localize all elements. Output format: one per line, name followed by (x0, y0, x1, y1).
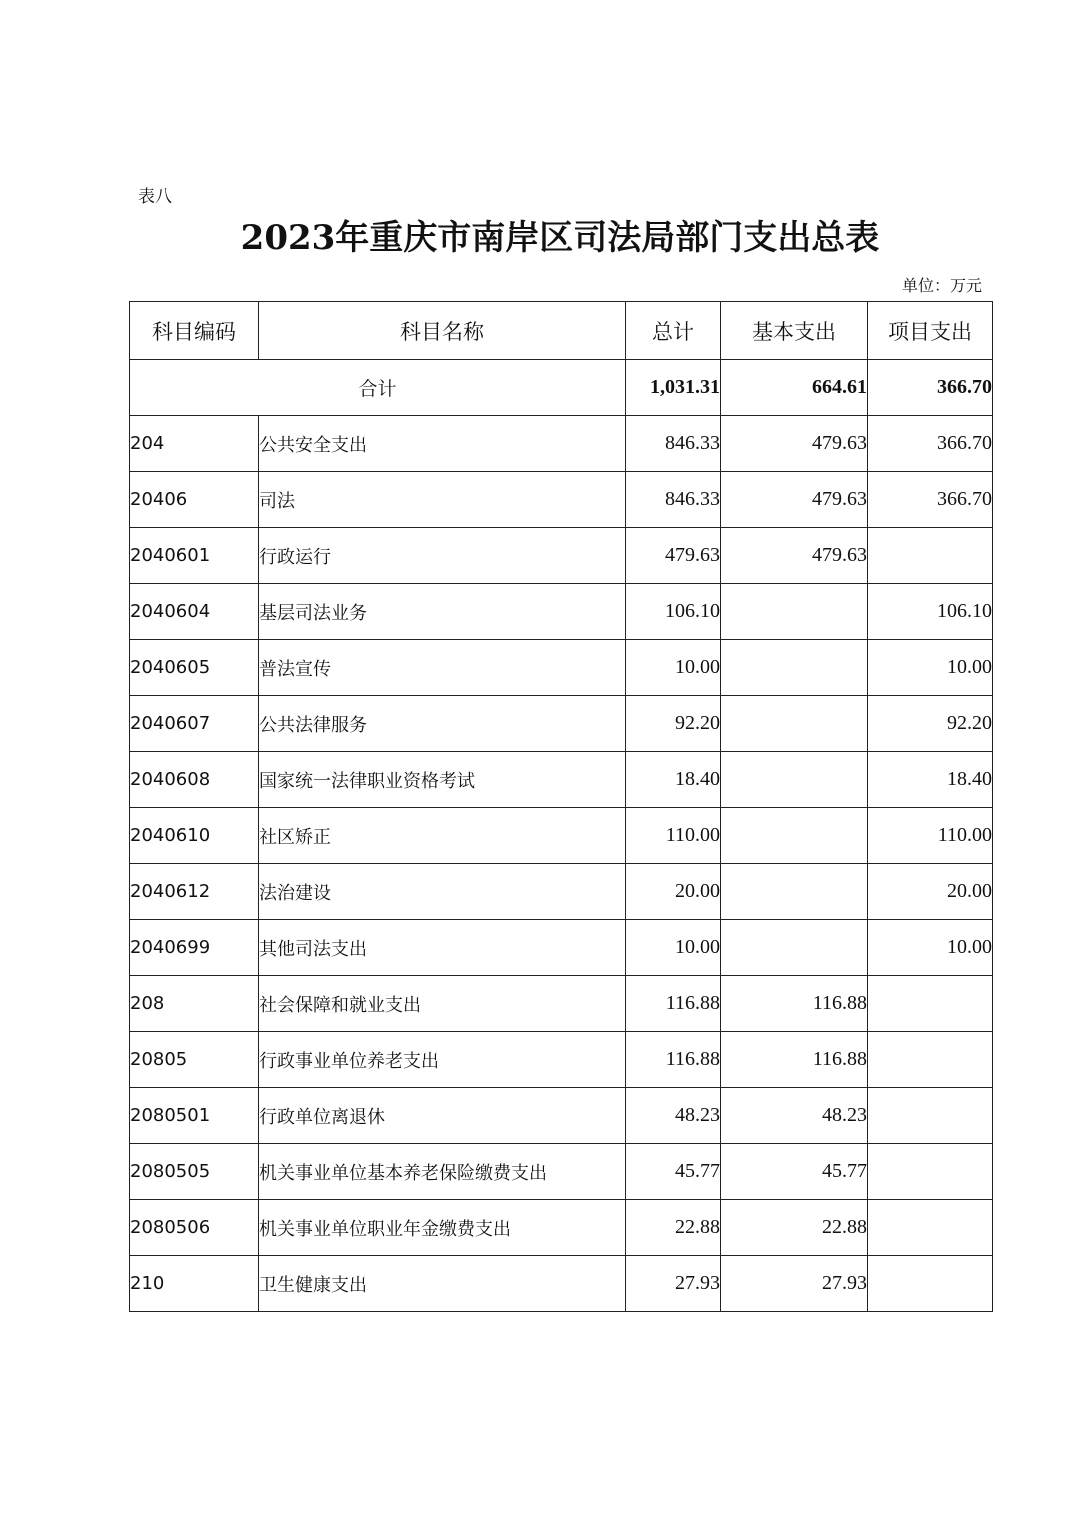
row-code: 2040608 (130, 752, 259, 808)
row-basic: 479.63 (721, 528, 868, 584)
table-row (130, 1088, 993, 1144)
row-total: 846.33 (626, 416, 721, 472)
row-total: 48.23 (626, 1088, 721, 1144)
table-row (130, 584, 993, 640)
row-basic (721, 808, 868, 864)
header-total: 总计 (626, 302, 721, 360)
row-total: 116.88 (626, 1032, 721, 1088)
row-name: 社区矫正 (259, 808, 626, 864)
row-name: 普法宣传 (259, 640, 626, 696)
row-project: 10.00 (868, 640, 993, 696)
row-code: 2040610 (130, 808, 259, 864)
row-basic: 22.88 (721, 1200, 868, 1256)
total-sum: 1,031.31 (626, 360, 721, 416)
total-basic: 664.61 (721, 360, 868, 416)
table-row (130, 920, 993, 976)
row-project: 366.70 (868, 472, 993, 528)
row-total: 106.10 (626, 584, 721, 640)
row-code: 2040604 (130, 584, 259, 640)
row-name: 法治建设 (259, 864, 626, 920)
row-basic: 479.63 (721, 416, 868, 472)
table-row (130, 976, 993, 1032)
row-basic (721, 752, 868, 808)
row-project: 366.70 (868, 416, 993, 472)
row-total: 18.40 (626, 752, 721, 808)
table-row (130, 472, 993, 528)
row-total: 116.88 (626, 976, 721, 1032)
row-basic: 479.63 (721, 472, 868, 528)
row-project: 110.00 (868, 808, 993, 864)
total-label: 合计 (130, 360, 626, 416)
row-basic (721, 640, 868, 696)
table-row (130, 808, 993, 864)
table-label: 表八 (138, 187, 172, 207)
row-code: 2080501 (130, 1088, 259, 1144)
table-row (130, 528, 993, 584)
row-project (868, 976, 993, 1032)
total-row (130, 360, 993, 416)
row-code: 2040612 (130, 864, 259, 920)
row-total: 10.00 (626, 640, 721, 696)
row-basic (721, 696, 868, 752)
row-name: 行政单位离退休 (259, 1088, 626, 1144)
row-total: 479.63 (626, 528, 721, 584)
row-basic (721, 920, 868, 976)
row-project: 106.10 (868, 584, 993, 640)
row-project: 10.00 (868, 920, 993, 976)
row-total: 846.33 (626, 472, 721, 528)
row-total: 27.93 (626, 1256, 721, 1312)
total-project: 366.70 (868, 360, 993, 416)
row-basic: 27.93 (721, 1256, 868, 1312)
row-name: 卫生健康支出 (259, 1256, 626, 1312)
row-code: 20805 (130, 1032, 259, 1088)
table-row (130, 1144, 993, 1200)
row-total: 92.20 (626, 696, 721, 752)
header-name: 科目名称 (259, 302, 626, 360)
row-code: 2080506 (130, 1200, 259, 1256)
table-row (130, 1032, 993, 1088)
row-basic: 45.77 (721, 1144, 868, 1200)
row-basic (721, 864, 868, 920)
unit-label: 单位：万元 (901, 276, 982, 295)
expenditure-table (129, 301, 993, 1312)
row-name: 公共法律服务 (259, 696, 626, 752)
row-name: 机关事业单位职业年金缴费支出 (259, 1200, 626, 1256)
row-project (868, 1088, 993, 1144)
row-code: 20406 (130, 472, 259, 528)
row-project (868, 528, 993, 584)
row-name: 国家统一法律职业资格考试 (259, 752, 626, 808)
row-name: 司法 (259, 472, 626, 528)
row-project (868, 1256, 993, 1312)
row-total: 20.00 (626, 864, 721, 920)
row-name: 机关事业单位基本养老保险缴费支出 (259, 1144, 626, 1200)
row-code: 2040605 (130, 640, 259, 696)
header-project: 项目支出 (868, 302, 993, 360)
row-project (868, 1144, 993, 1200)
row-name: 行政事业单位养老支出 (259, 1032, 626, 1088)
row-code: 210 (130, 1256, 259, 1312)
table-row (130, 640, 993, 696)
row-code: 2040607 (130, 696, 259, 752)
table-row (130, 752, 993, 808)
row-basic (721, 584, 868, 640)
row-code: 204 (130, 416, 259, 472)
page-title: 2023年重庆市南岸区司法局部门支出总表 (240, 218, 880, 258)
row-code: 2040699 (130, 920, 259, 976)
row-code: 2040601 (130, 528, 259, 584)
row-total: 45.77 (626, 1144, 721, 1200)
row-total: 22.88 (626, 1200, 721, 1256)
row-name: 其他司法支出 (259, 920, 626, 976)
row-project: 92.20 (868, 696, 993, 752)
row-total: 110.00 (626, 808, 721, 864)
table-row (130, 864, 993, 920)
table-row (130, 696, 993, 752)
row-project (868, 1200, 993, 1256)
row-project: 20.00 (868, 864, 993, 920)
row-name: 行政运行 (259, 528, 626, 584)
table-row (130, 416, 993, 472)
row-project (868, 1032, 993, 1088)
row-basic: 116.88 (721, 976, 868, 1032)
row-basic: 48.23 (721, 1088, 868, 1144)
row-code: 208 (130, 976, 259, 1032)
row-code: 2080505 (130, 1144, 259, 1200)
row-total: 10.00 (626, 920, 721, 976)
header-basic: 基本支出 (721, 302, 868, 360)
table-row (130, 1200, 993, 1256)
header-row (130, 302, 993, 360)
table-row (130, 1256, 993, 1312)
row-name: 社会保障和就业支出 (259, 976, 626, 1032)
row-basic: 116.88 (721, 1032, 868, 1088)
row-project: 18.40 (868, 752, 993, 808)
row-name: 公共安全支出 (259, 416, 626, 472)
row-name: 基层司法业务 (259, 584, 626, 640)
header-code: 科目编码 (130, 302, 259, 360)
